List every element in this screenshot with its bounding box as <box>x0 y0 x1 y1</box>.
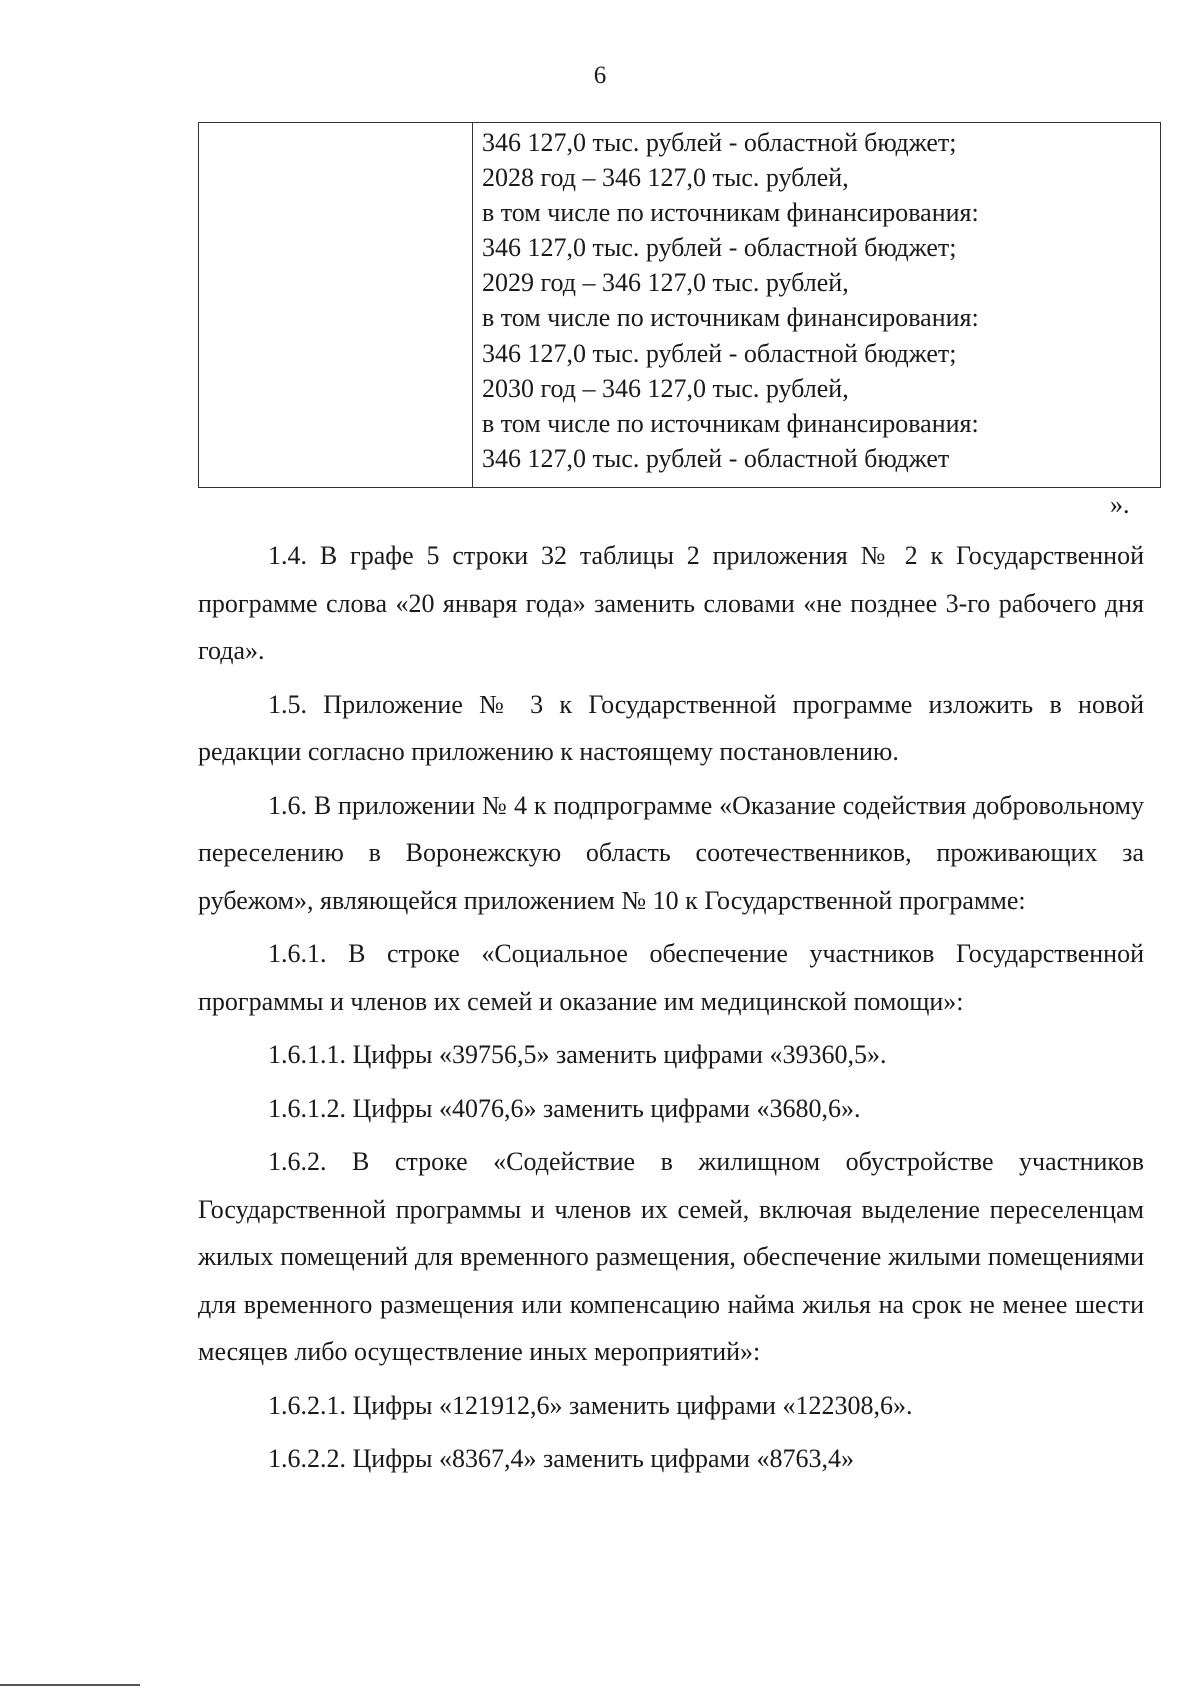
table-cell-line: 346 127,0 тыс. рублей - областной бюджет; <box>482 128 957 157</box>
closing-quote: ». <box>1110 490 1130 519</box>
paragraph-1-6-1-1: 1.6.1.1. Цифры «39756,5» заменить цифрами «39360,5». <box>268 1040 887 1069</box>
table-column-divider <box>472 123 473 487</box>
paragraph-1-6-1: 1.6.1. В строке «Социальное обеспечение участников Государственной программы и членов их семей и оказание им медицинской помощи»: <box>198 939 1144 1016</box>
table-cell-line: 2028 год – 346 127,0 тыс. рублей, <box>482 163 849 193</box>
body-text-block-1 <box>198 532 1144 1483</box>
financing-table <box>198 122 1161 488</box>
table-cell-line: 346 127,0 тыс. рублей - областной бюджет; <box>482 233 957 263</box>
paragraph-1-6-1-2: 1.6.1.2. Цифры «4076,6» заменить цифрами «3680,6». <box>268 1093 861 1123</box>
table-right-cell <box>482 125 1152 476</box>
table-cell-line: в том числе по источникам финансирования: <box>482 408 979 438</box>
scan-mark-bottom-left <box>0 1684 140 1686</box>
paragraph-1-6-2-1: 1.6.2.1. Цифры «121912,6» заменить цифрами «122308,6». <box>268 1390 913 1420</box>
table-cell-line: 2030 год – 346 127,0 тыс. рублей, <box>482 373 849 403</box>
paragraph-1-6-2: 1.6.2. В строке «Содействие в жилищном обустройстве участников Государственной программы и членов их семей, включая выделение переселенцам жилых помещений для временного размещения, обеспечение жилыми помещениями для временного размещения или компенсацию найма жилья на срок не менее шести месяцев либо осуществление иных мероприятий»: <box>198 1147 1144 1366</box>
paragraph-1-6: 1.6. В приложении № 4 к подпрограмме «Оказание содействия добровольному переселению в Воронежскую область соотечественников, проживающих за рубежом», являющейся приложением № 10 к Государственной программе: <box>198 790 1144 915</box>
table-cell-line: в том числе по источникам финансирования: <box>482 303 979 333</box>
table-cell-line: 346 127,0 тыс. рублей - областной бюджет <box>482 443 950 473</box>
paragraph-1-5: 1.5. Приложение № 3 к Государственной программе изложить в новой редакции согласно приложению к настоящему постановлению. <box>198 689 1144 766</box>
paragraph-1-6-2-2: 1.6.2.2. Цифры «8367,4» заменить цифрами «8763,4» <box>268 1444 854 1473</box>
table-cell-line: 2029 год – 346 127,0 тыс. рублей, <box>482 268 849 298</box>
page-number: 6 <box>593 62 607 89</box>
table-cell-line: в том числе по источникам финансирования: <box>482 198 979 228</box>
paragraph-1-4: 1.4. В графе 5 строки 32 таблицы 2 приложения № 2 к Государственной программе слова «20 января года» заменить словами «не позднее 3-го рабочего дня года». <box>198 541 1144 665</box>
table-cell-line: 346 127,0 тыс. рублей - областной бюджет; <box>482 338 957 368</box>
